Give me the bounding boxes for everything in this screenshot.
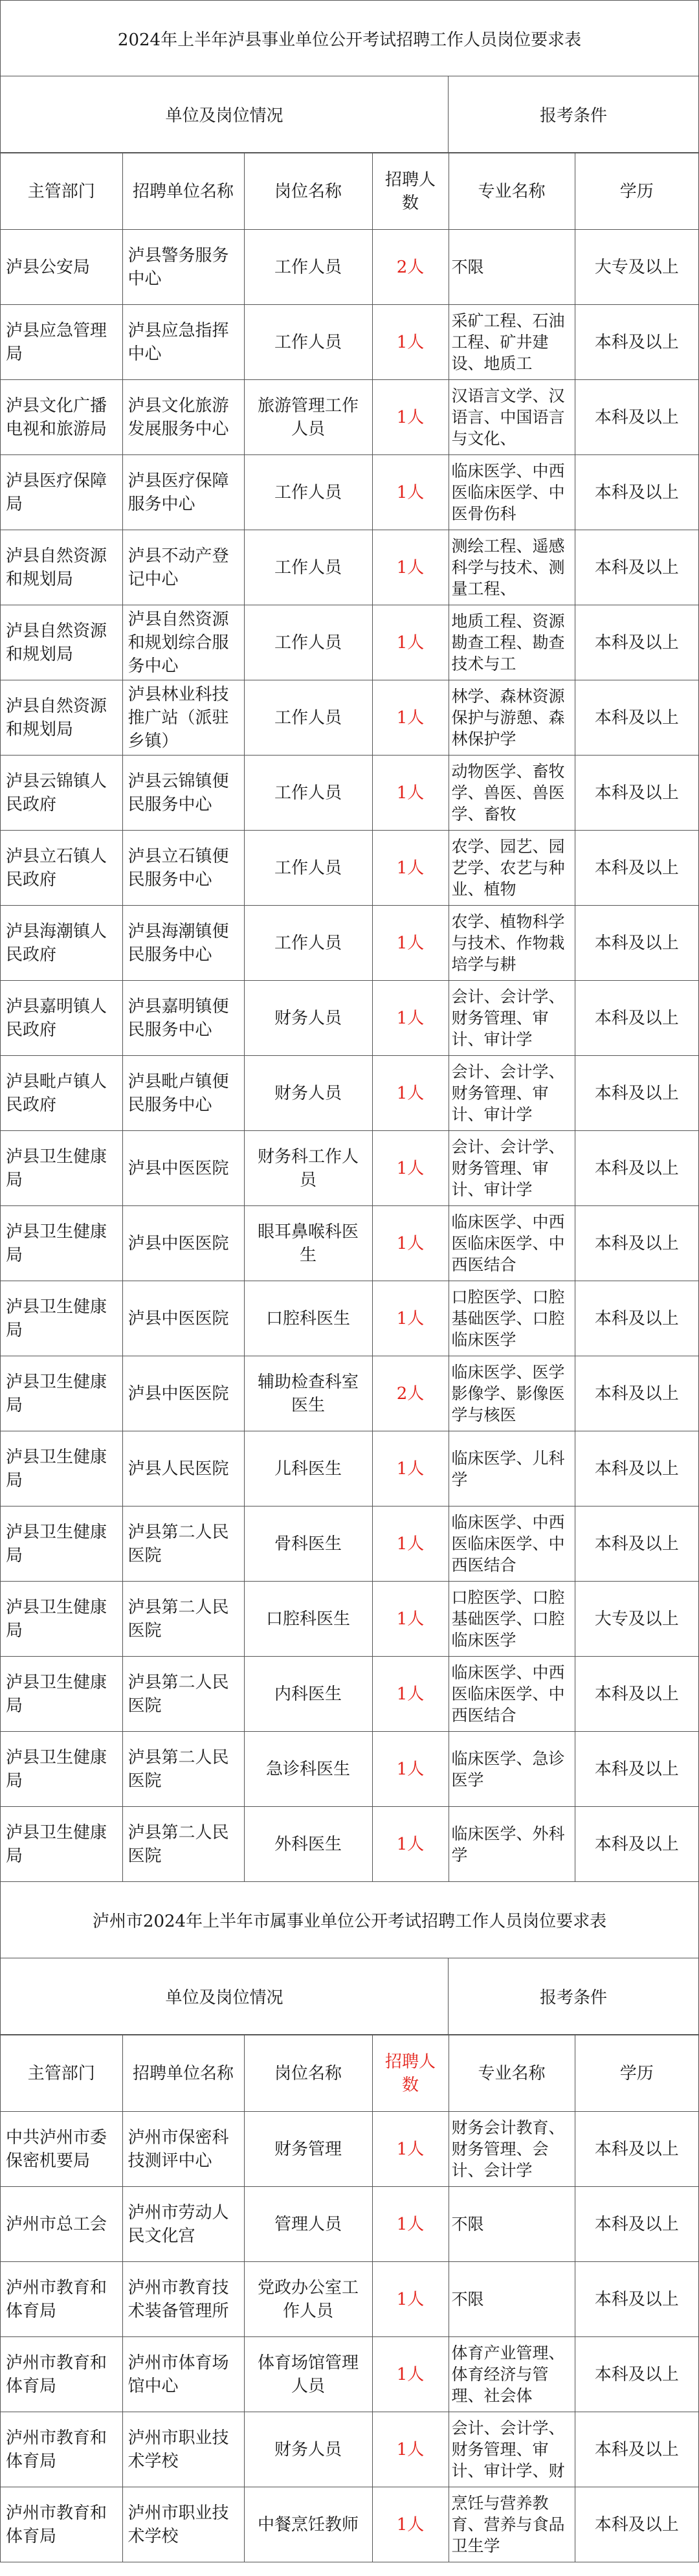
unit-cell: 泸县医疗保障服务中心 [122,455,244,530]
table-row [1,230,698,305]
dept-cell: 泸州市教育和体育局 [1,2262,122,2337]
dept-cell: 泸县卫生健康局 [1,1807,122,1882]
unit-cell: 泸县警务服务中心 [122,230,244,305]
major-cell [449,831,575,906]
count-cell: 2人 [372,230,449,305]
post-cell: 工作人员 [244,831,372,906]
col-header-edu: 学历 [575,153,698,230]
major-cell [449,1281,575,1356]
dept-cell: 泸县嘉明镇人民政府 [1,981,122,1056]
dept-cell: 泸州市教育和体育局 [1,2487,122,2562]
unit-cell: 泸州市职业技术学校 [122,2487,244,2562]
edu-cell: 本科及以上 [575,2112,698,2187]
major-text: 烹饪与营养教育、营养与食品卫生学 [451,2494,565,2555]
major-cell [449,1582,575,1657]
post-cell: 外科医生 [244,1807,372,1882]
table1-section-right: 报考条件 [539,106,607,126]
table1-section-header [1,76,698,153]
table-row [1,1056,698,1131]
edu-cell: 本科及以上 [575,981,698,1056]
table2-section-left: 单位及岗位情况 [1,1958,449,2034]
edu-cell: 本科及以上 [575,1281,698,1356]
count-cell: 1人 [372,1131,449,1206]
edu-cell: 大专及以上 [575,1582,698,1657]
table2-section-header [1,1958,698,2035]
table-row [1,305,698,380]
unit-cell: 泸县云锦镇便民服务中心 [122,756,244,831]
count-cell: 1人 [372,1582,449,1657]
major-text: 会计、会计学、财务管理、审计、审计学 [451,1062,565,1124]
major-cell [449,1657,575,1732]
major-cell [449,1732,575,1807]
post-cell: 辅助检查科室医生 [244,1356,372,1431]
unit-cell: 泸县人民医院 [122,1431,244,1506]
dept-cell: 泸州市教育和体育局 [1,2412,122,2487]
edu-cell: 本科及以上 [575,2262,698,2337]
count-cell: 1人 [372,380,449,455]
dept-cell: 泸县自然资源和规划局 [1,680,122,756]
edu-cell: 本科及以上 [575,380,698,455]
count-cell: 1人 [372,1431,449,1506]
count-cell: 2人 [372,1356,449,1431]
count-cell: 1人 [372,906,449,981]
table-row [1,2487,698,2562]
major-text: 临床医学、中西医临床医学、中西医结合 [451,1213,565,1274]
post-cell: 工作人员 [244,756,372,831]
post-cell: 工作人员 [244,530,372,605]
post-cell: 口腔科医生 [244,1582,372,1657]
col-header-major: 专业名称 [449,2035,575,2112]
table-row [1,1657,698,1732]
count-cell: 1人 [372,2187,449,2262]
dept-cell: 泸县卫生健康局 [1,1657,122,1732]
count-cell: 1人 [372,1657,449,1732]
table-row [1,756,698,831]
edu-cell: 本科及以上 [575,1732,698,1807]
major-cell [449,906,575,981]
edu-cell: 本科及以上 [575,2187,698,2262]
dept-cell: 泸县立石镇人民政府 [1,831,122,906]
table-row [1,455,698,530]
major-text: 汉语言文学、汉语言、中国语言与文化、 [451,386,565,448]
table1-header-row [1,153,698,230]
major-text: 临床医学、中西医临床医学、中西医结合 [451,1663,565,1725]
table1 [1,153,698,1882]
post-cell: 内科医生 [244,1657,372,1732]
dept-cell: 泸县卫生健康局 [1,1431,122,1506]
table-row [1,1281,698,1356]
table-row [1,605,698,680]
major-text: 测绘工程、遥感科学与技术、测量工程、 [451,537,565,598]
major-cell [449,455,575,530]
major-text: 会计、会计学、财务管理、审计、审计学 [451,1137,565,1199]
post-cell: 体育场馆管理人员 [244,2337,372,2412]
major-text: 农学、植物科学与技术、作物栽培学与耕 [451,912,565,974]
major-text: 临床医学、医学影像学、影像医学与核医 [451,1363,565,1424]
major-text: 口腔医学、口腔基础医学、口腔临床医学 [451,1588,565,1650]
edu-cell: 本科及以上 [575,831,698,906]
table-row [1,906,698,981]
table-row [1,530,698,605]
edu-cell: 本科及以上 [575,1807,698,1882]
major-text: 不限 [451,258,484,276]
post-cell: 财务管理 [244,2112,372,2187]
major-text: 临床医学、外科学 [451,1824,565,1865]
major-cell [449,1356,575,1431]
major-cell [449,2412,575,2487]
dept-cell: 泸县卫生健康局 [1,1206,122,1281]
post-cell: 口腔科医生 [244,1281,372,1356]
table-row [1,1206,698,1281]
count-cell: 1人 [372,1056,449,1131]
table-row [1,1807,698,1882]
unit-cell: 泸县第二人民医院 [122,1732,244,1807]
unit-cell: 泸州市教育技术装备管理所 [122,2262,244,2337]
dept-cell: 泸县海潮镇人民政府 [1,906,122,981]
count-cell: 1人 [372,2487,449,2562]
major-text: 不限 [451,2215,484,2234]
major-cell [449,530,575,605]
count-cell: 1人 [372,1732,449,1807]
post-cell: 财务科工作人员 [244,1131,372,1206]
count-cell: 1人 [372,1206,449,1281]
major-text: 临床医学、中西医临床医学、中医骨伤科 [451,462,565,523]
major-text: 不限 [451,2290,484,2309]
table-row [1,380,698,455]
dept-cell: 泸县卫生健康局 [1,1281,122,1356]
unit-cell: 泸县中医医院 [122,1206,244,1281]
major-text: 农学、园艺、园艺学、农艺与种业、植物 [451,837,565,899]
edu-cell: 本科及以上 [575,1206,698,1281]
col-header-post: 岗位名称 [244,153,372,230]
dept-cell: 泸县卫生健康局 [1,1131,122,1206]
count-cell: 1人 [372,1506,449,1582]
major-cell [449,1431,575,1506]
dept-cell: 泸县卫生健康局 [1,1732,122,1807]
major-text: 地质工程、资源勘查工程、勘查技术与工 [451,612,565,673]
table2-title: 泸州市2024年上半年市属事业单位公开考试招聘工作人员岗位要求表 [1,1882,698,1958]
unit-cell: 泸县林业科技推广站（派驻乡镇） [122,680,244,756]
major-cell [449,1506,575,1582]
unit-cell: 泸州市体育场馆中心 [122,2337,244,2412]
count-cell: 1人 [372,1807,449,1882]
dept-cell: 泸县自然资源和规划局 [1,530,122,605]
table1-section-left: 单位及岗位情况 [1,76,449,152]
edu-cell: 本科及以上 [575,2412,698,2487]
edu-cell: 本科及以上 [575,530,698,605]
major-cell [449,230,575,305]
dept-cell: 泸县文化广播电视和旅游局 [1,380,122,455]
major-text: 会计、会计学、财务管理、审计、审计学、财 [451,2419,565,2480]
edu-cell: 本科及以上 [575,455,698,530]
table1-title: 2024年上半年泸县事业单位公开考试招聘工作人员岗位要求表 [1,0,698,76]
major-cell [449,2337,575,2412]
major-text: 财务会计教育、财务管理、会计、会计学 [451,2118,565,2180]
count-cell: 1人 [372,2337,449,2412]
unit-cell: 泸县海潮镇便民服务中心 [122,906,244,981]
edu-cell: 本科及以上 [575,1131,698,1206]
table1-body [1,153,698,1882]
table-row [1,1431,698,1506]
table-row [1,981,698,1056]
table2-body [1,2035,698,2562]
table-row [1,2112,698,2187]
edu-cell: 本科及以上 [575,1056,698,1131]
count-cell: 1人 [372,680,449,756]
dept-cell: 中共泸州市委保密机要局 [1,2112,122,2187]
post-cell: 骨科医生 [244,1506,372,1582]
major-cell [449,1056,575,1131]
post-cell: 工作人员 [244,305,372,380]
dept-cell: 泸县毗卢镇人民政府 [1,1056,122,1131]
unit-cell: 泸县毗卢镇便民服务中心 [122,1056,244,1131]
edu-cell: 本科及以上 [575,305,698,380]
table-row [1,2262,698,2337]
unit-cell: 泸县自然资源和规划综合服务中心 [122,605,244,680]
edu-cell: 大专及以上 [575,230,698,305]
edu-cell: 本科及以上 [575,1657,698,1732]
col-header-edu: 学历 [575,2035,698,2112]
col-header-dept: 主管部门 [1,153,122,230]
edu-cell: 本科及以上 [575,906,698,981]
unit-cell: 泸县第二人民医院 [122,1657,244,1732]
post-cell: 工作人员 [244,680,372,756]
dept-cell: 泸县卫生健康局 [1,1506,122,1582]
col-header-major: 专业名称 [449,153,575,230]
major-cell [449,680,575,756]
major-cell [449,2112,575,2187]
table-row [1,680,698,756]
col-header-post: 岗位名称 [244,2035,372,2112]
count-cell: 1人 [372,831,449,906]
col-header-unit: 招聘单位名称 [122,153,244,230]
edu-cell: 本科及以上 [575,605,698,680]
dept-cell: 泸州市总工会 [1,2187,122,2262]
unit-cell: 泸州市职业技术学校 [122,2412,244,2487]
unit-cell: 泸县中医医院 [122,1281,244,1356]
major-text: 林学、森林资源保护与游憩、森林保护学 [451,687,565,748]
post-cell: 财务人员 [244,981,372,1056]
col-header-count: 招聘人数 [372,2035,449,2112]
major-cell [449,380,575,455]
major-text: 体育产业管理、体育经济与管理、社会体 [451,2344,565,2405]
major-cell [449,981,575,1056]
edu-cell: 本科及以上 [575,1506,698,1582]
major-text: 采矿工程、石油工程、矿井建设、地质工 [451,311,565,373]
count-cell: 1人 [372,530,449,605]
edu-cell: 本科及以上 [575,2337,698,2412]
major-cell [449,2262,575,2337]
count-cell: 1人 [372,2112,449,2187]
major-text: 动物医学、畜牧学、兽医、兽医学、畜牧 [451,762,565,823]
major-cell [449,2187,575,2262]
post-cell: 工作人员 [244,906,372,981]
major-cell [449,605,575,680]
col-header-unit: 招聘单位名称 [122,2035,244,2112]
major-cell [449,1131,575,1206]
unit-cell: 泸县中医医院 [122,1356,244,1431]
table-row [1,1582,698,1657]
table2-section-right: 报考条件 [539,1988,607,2008]
table2-header-row [1,2035,698,2112]
unit-cell: 泸县文化旅游发展服务中心 [122,380,244,455]
edu-cell: 本科及以上 [575,680,698,756]
table-row [1,2412,698,2487]
post-cell: 工作人员 [244,230,372,305]
unit-cell: 泸县中医医院 [122,1131,244,1206]
post-cell: 党政办公室工作人员 [244,2262,372,2337]
edu-cell: 本科及以上 [575,2487,698,2562]
count-cell: 1人 [372,1281,449,1356]
post-cell: 工作人员 [244,455,372,530]
major-text: 口腔医学、口腔基础医学、口腔临床医学 [451,1288,565,1349]
col-header-count: 招聘人数 [372,153,449,230]
post-cell: 急诊科医生 [244,1732,372,1807]
table2 [1,2035,698,2562]
table-row [1,2187,698,2262]
dept-cell: 泸县医疗保障局 [1,455,122,530]
unit-cell: 泸县嘉明镇便民服务中心 [122,981,244,1056]
count-cell: 1人 [372,455,449,530]
dept-cell: 泸县自然资源和规划局 [1,605,122,680]
unit-cell: 泸县第二人民医院 [122,1506,244,1582]
unit-cell: 泸州市劳动人民文化宫 [122,2187,244,2262]
edu-cell: 本科及以上 [575,1431,698,1506]
post-cell: 工作人员 [244,605,372,680]
unit-cell: 泸县应急指挥中心 [122,305,244,380]
major-text: 临床医学、中西医临床医学、中西医结合 [451,1513,565,1574]
count-cell: 1人 [372,981,449,1056]
table-row [1,1131,698,1206]
major-text: 会计、会计学、财务管理、审计、审计学 [451,987,565,1049]
post-cell: 眼耳鼻喉科医生 [244,1206,372,1281]
post-cell: 财务人员 [244,2412,372,2487]
count-cell: 1人 [372,2262,449,2337]
dept-cell: 泸州市教育和体育局 [1,2337,122,2412]
count-cell: 1人 [372,2412,449,2487]
dept-cell: 泸县应急管理局 [1,305,122,380]
major-cell [449,1206,575,1281]
table-row [1,2337,698,2412]
post-cell: 管理人员 [244,2187,372,2262]
dept-cell: 泸县卫生健康局 [1,1356,122,1431]
post-cell: 旅游管理工作人员 [244,380,372,455]
table-row [1,1732,698,1807]
count-cell: 1人 [372,605,449,680]
dept-cell: 泸县云锦镇人民政府 [1,756,122,831]
col-header-dept: 主管部门 [1,2035,122,2112]
dept-cell: 泸县公安局 [1,230,122,305]
post-cell: 中餐烹饪教师 [244,2487,372,2562]
count-cell: 1人 [372,305,449,380]
major-cell [449,2487,575,2562]
post-cell: 儿科医生 [244,1431,372,1506]
count-cell: 1人 [372,756,449,831]
major-text: 临床医学、儿科学 [451,1448,565,1489]
unit-cell: 泸县立石镇便民服务中心 [122,831,244,906]
unit-cell: 泸县第二人民医院 [122,1582,244,1657]
post-cell: 财务人员 [244,1056,372,1131]
edu-cell: 本科及以上 [575,1356,698,1431]
major-text: 临床医学、急诊医学 [451,1749,565,1789]
table-row [1,831,698,906]
major-cell [449,756,575,831]
major-cell [449,1807,575,1882]
dept-cell: 泸县卫生健康局 [1,1582,122,1657]
unit-cell: 泸县不动产登记中心 [122,530,244,605]
major-cell [449,305,575,380]
unit-cell: 泸州市保密科技测评中心 [122,2112,244,2187]
unit-cell: 泸县第二人民医院 [122,1807,244,1882]
table-row [1,1356,698,1431]
edu-cell: 本科及以上 [575,756,698,831]
table-row [1,1506,698,1582]
